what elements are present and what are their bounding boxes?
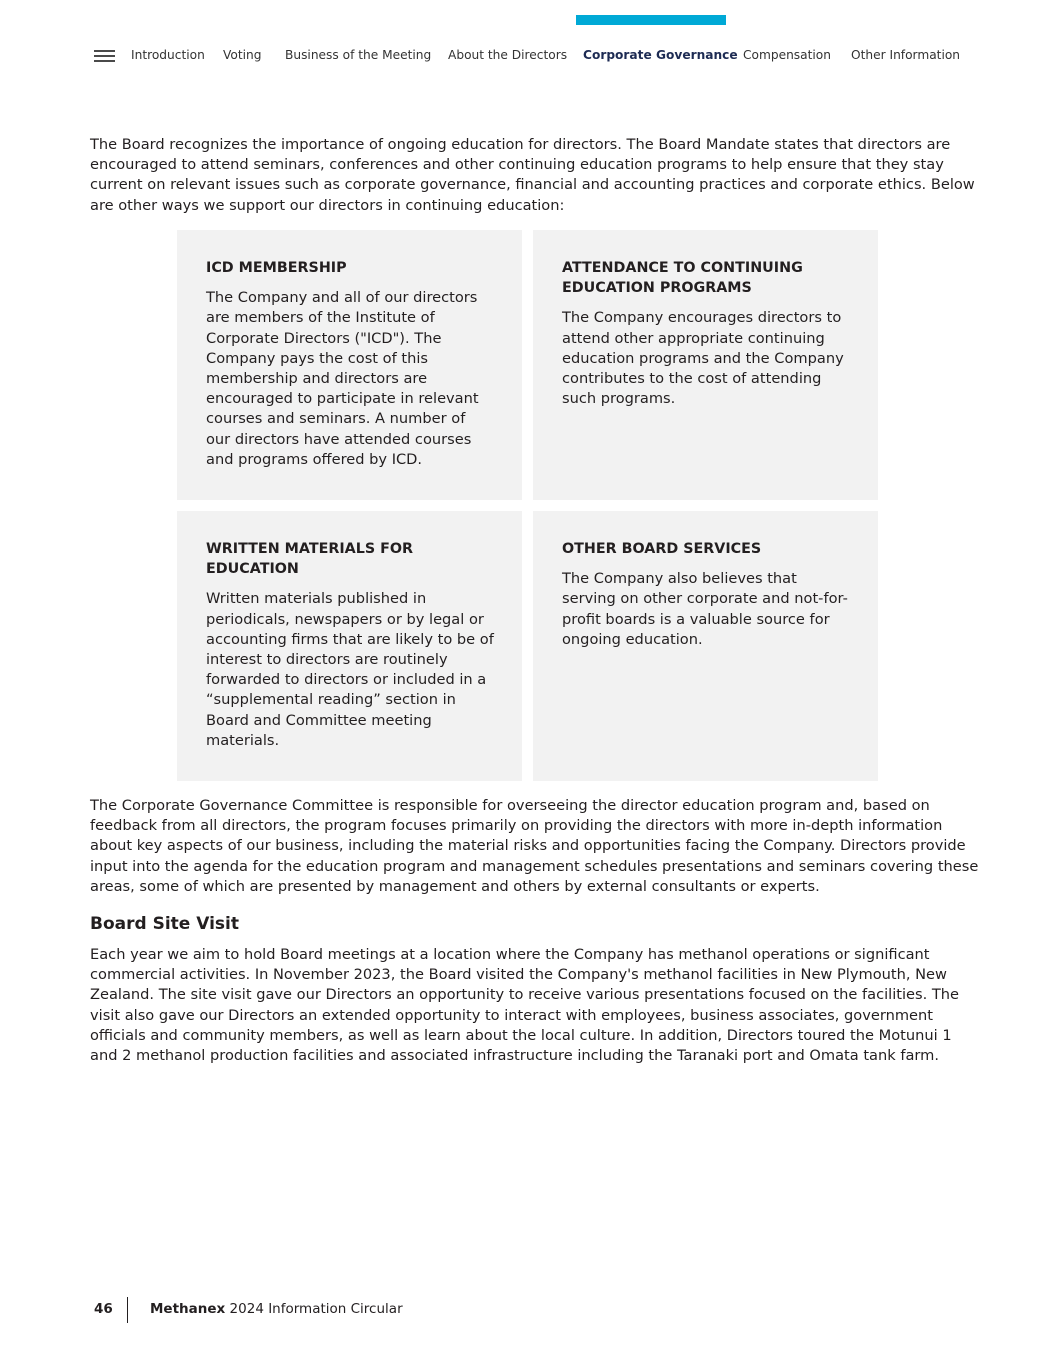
nav-item-corporate-governance[interactable]: Corporate Governance [583,48,738,62]
written-materials-box [177,511,522,781]
intro-paragraph: The Board recognizes the importance of ongoing education for directors. The Board Mandate states that directors are encouraged to attend seminars, conferences and other continuing education programs to help ensure that they stay current on relevant issues such as corporate governance, financial and accounting practices and corporate ethics. Below are other ways we support our directors in continuing education: [90,136,975,214]
nav-item-introduction[interactable]: Introduction [131,48,205,62]
box-text: The Company encourages directors to attend other appropriate continuing education programs and the Company contributes to the cost of attending such programs. [562,309,844,408]
page-number: 46 [94,1301,113,1317]
box-title: OTHER BOARD SERVICES [562,541,762,557]
box-title: ICD MEMBERSHIP [206,260,347,276]
nav-item-compensation[interactable]: Compensation [743,48,831,62]
nav-item-voting[interactable]: Voting [223,48,262,62]
hamburger-menu-icon[interactable] [94,50,115,63]
box-title: WRITTEN MATERIALS FOR EDUCATION [206,541,414,578]
box-title: ATTENDANCE TO CONTINUING EDUCATION PROGRAMS [562,260,803,297]
company-name: Methanex [150,1301,226,1317]
nav-item-about-the-directors[interactable]: About the Directors [448,48,568,62]
active-section-indicator [576,15,726,25]
box-text: The Company and all of our directors are members of the Institute of Corporate Directors ("ICD"). The Company pays the cost of this membership and directors are encouraged to participate in relevant courses and seminars. A number of our directors have attended courses and programs offered by ICD. [206,289,479,468]
document-title [150,1301,403,1317]
page-footer [94,1297,594,1323]
governance-committee-paragraph: The Corporate Governance Committee is responsible for overseeing the director education program and, based on feedback from all directors, the program focuses primarily on providing the directors with more in-depth information about key aspects of our business, including the material risks and opportunities facing the Company. Directors provide input into the agenda for the education program and management schedules presentations and seminars covering these areas, some of which are presented by management and others by external consultants or experts. [90,797,979,895]
document-name: 2024 Information Circular [229,1301,403,1317]
box-text: Written materials published in periodicals, newspapers or by legal or accounting firms that are likely to be of interest to directors are routinely forwarded to directors or included in a “supplemental reading” section in Board and Committee meeting materials. [206,590,494,749]
continuing-education-box [533,230,878,500]
top-navigation [0,46,1055,66]
section-heading-board-site-visit: Board Site Visit [90,914,239,934]
box-text: The Company also believes that serving on other corporate and not-for-profit boards is a valuable source for ongoing education. [562,570,848,648]
footer-divider [127,1297,128,1323]
nav-item-business-of-the-meeting[interactable]: Business of the Meeting [285,48,432,62]
board-site-visit-paragraph: Each year we aim to hold Board meetings at a location where the Company has methanol operations or significant commercial activities. In November 2023, the Board visited the Company's methanol facilities in New Plymouth, New Zealand. The site visit gave our Directors an opportunity to receive various presentations focused on the facilities. The visit also gave our Directors an extended opportunity to interact with employees, business associates, government officials and community members, as well as learn about the local culture. In addition, Directors toured the Motunui 1 and 2 methanol production facilities and associated infrastructure including the Taranaki port and Omata tank farm. [90,946,960,1065]
other-board-services-box [533,511,878,781]
icd-membership-box [177,230,522,500]
nav-item-other-information[interactable]: Other Information [851,48,961,62]
